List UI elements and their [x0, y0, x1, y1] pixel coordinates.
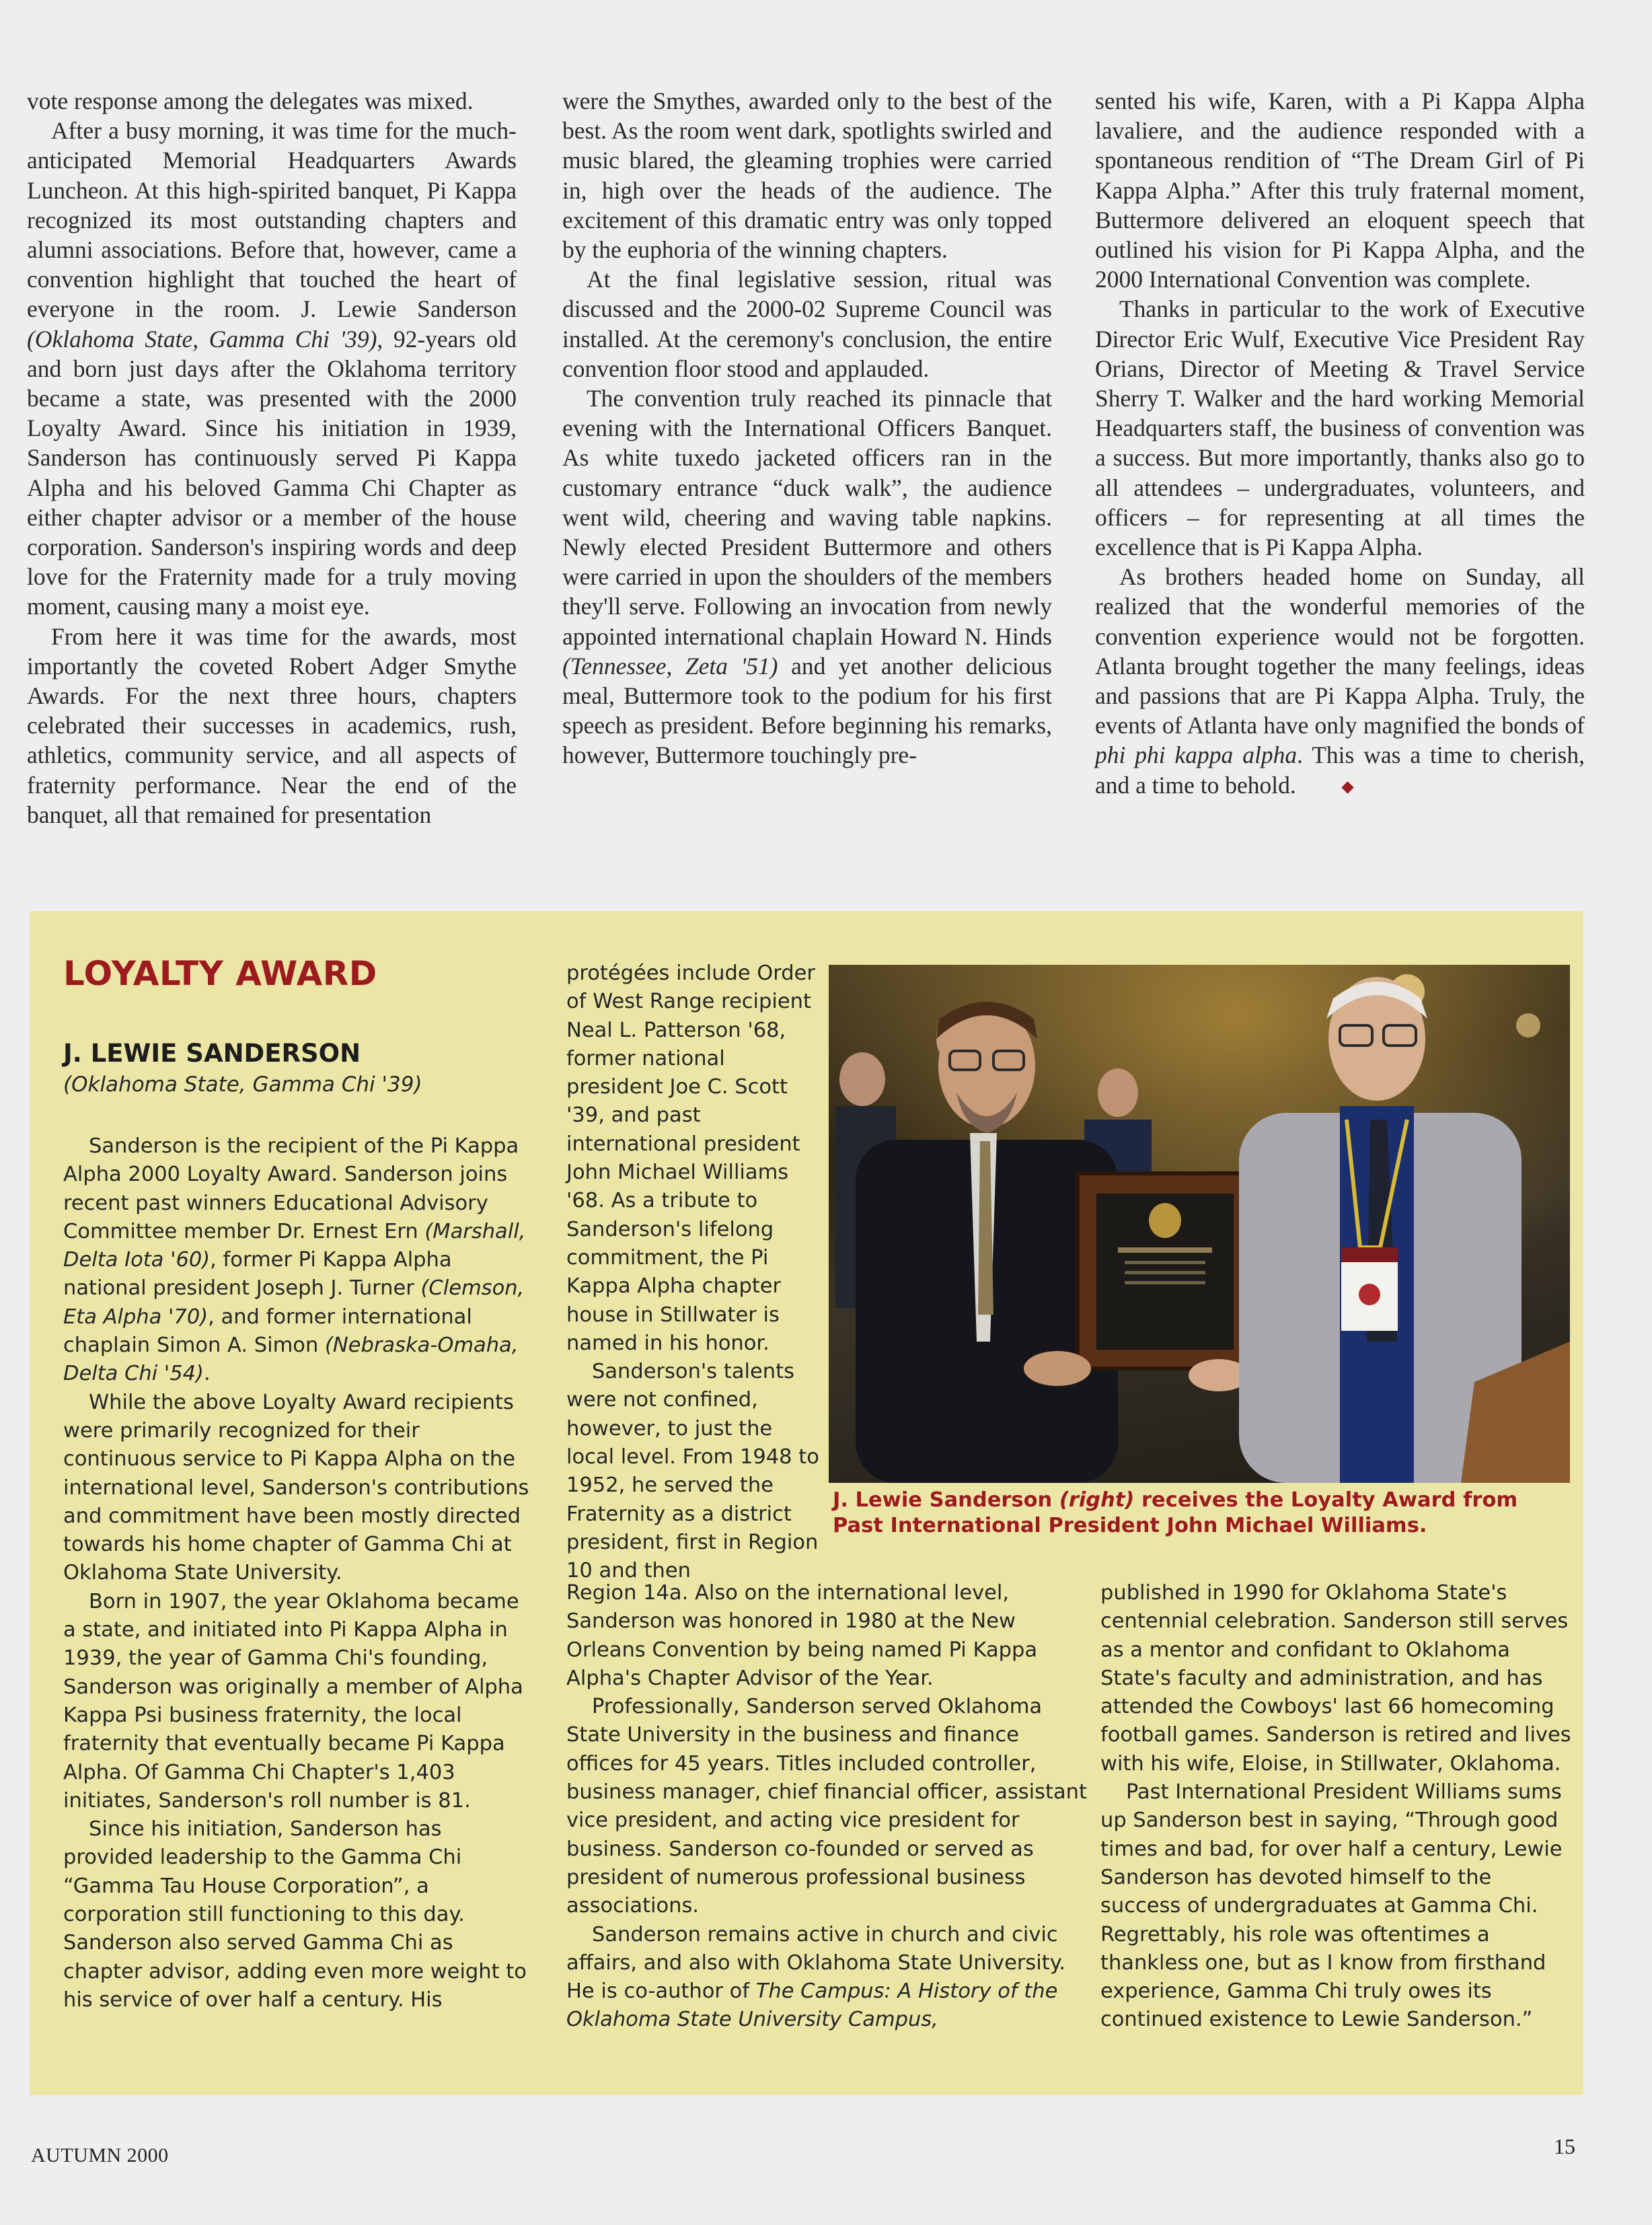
text-run: , 92-years old and born just days after the Oklahoma territory became a state, was presented with the 2000 Loyalty Award. Since his initiation in 1939, Sanderson has continuously served Pi Kappa Alpha and his beloved Gamma Chi Chapter as either chapter advisor or a member of the house corporation. Sanderson's inspiring words and deep love for the Fraternity made for a truly moving moment, causing many a moist eye.: [27, 325, 517, 620]
honoree-name: J. LEWIE SANDERSON: [63, 1039, 361, 1068]
affiliation-italic: (Tennessee, Zeta '51): [562, 652, 778, 680]
text-run: The convention truly reached its pinnacle that evening with the International Officers Banquet. As white tuxedo jacketed officers ran in the customary entrance “duck walk”, the audience went wild, cheering and waving table napkins. Newly elected President Buttermore and others were carried in upon the shoulders of the members they'll serve. Following an invocation from newly appointed international chaplain Howard N. Hinds: [562, 385, 1052, 650]
article-paragraph: [562, 384, 1052, 770]
text-run: . This was a time to cherish, and a time to behold.: [1095, 741, 1585, 799]
end-of-article-diamond-icon: [1341, 781, 1353, 793]
affiliation-italic: (Oklahoma State, Gamma Chi '39): [27, 325, 377, 353]
sidebar-paragraph: Sanderson's talents were not confined, however, to just the local level. From 1948 to 1952, he served the Fraternity as a district president, first in Region 10 and then: [566, 1360, 819, 1583]
sidebar-title: LOYALTY AWARD: [63, 954, 377, 993]
page-number: 15: [1554, 2134, 1575, 2158]
greek-italic: phi phi kappa alpha: [1095, 741, 1298, 769]
sidebar-paragraph: While the above Loyalty Award recipients were primarily recognized for their continuous service to Pi Kappa Alpha on the international level, Sanderson's contributions and commitment have been mostly directed towards his home chapter of Gamma Chi at Oklahoma State University.: [63, 1390, 529, 1585]
sidebar-paragraph: Past International President Williams sums up Sanderson best in saying, “Through good times and bad, for over half a century, Lewie Sanderson has devoted himself to the success of undergraduates at Gamma Chi. Regrettably, his role was oftentimes a thankless one, but as I know from firsthand experience, Gamma Chi truly owes its continued existence to Lewie Sanderson.”: [1100, 1780, 1563, 2032]
sidebar-paragraph: Professionally, Sanderson served Oklahoma State University in the business and finance offices for 45 years. Titles included controller, business manager, chief financial officer, assistant vice president, and acting vice president for business. Sanderson co-founded or served as president of numerous professional business associations.: [566, 1695, 1087, 1918]
caption-italic: (right): [1059, 1488, 1135, 1512]
photo-caption: [833, 1488, 1573, 1539]
article-paragraph: sented his wife, Karen, with a Pi Kappa Alpha lavaliere, and the audience responded with a spontaneous rendition of “The Dream Girl of Pi Kappa Alpha.” After this truly fraternal moment, Buttermore delivered an eloquent speech that outlined his vision for Pi Kappa Alpha, and the 2000 International Convention was complete.: [1095, 87, 1585, 293]
sidebar-paragraph: published in 1990 for Oklahoma State's centennial celebration. Sanderson still serves as a mentor and confidant to Oklahoma State's faculty and administration, and has attended the Cowboys' last 66 homecoming football games. Sanderson is retired and lives with his wife, Eloise, in Stillwater, Oklahoma.: [1100, 1581, 1571, 1776]
book-title-italic: The Campus: A History of the Oklahoma State University Campus,: [566, 1979, 1058, 2032]
sidebar-column-1: [63, 1132, 534, 2014]
article-paragraph: vote response among the delegates was mixed.: [27, 87, 474, 114]
article-column-2: [562, 86, 1052, 770]
article-paragraph: At the final legislative session, ritual was discussed and the 2000-02 Supreme Council was installed. At the ceremony's conclusion, the entire convention floor stood and applauded.: [562, 266, 1052, 382]
photo-illustration: [829, 965, 1570, 1483]
article-paragraph: [1095, 562, 1585, 800]
sidebar-paragraph: protégées include Order of West Range recipient Neal L. Patterson '68, former national president Joe C. Scott '39, and past international president John Michael Williams '68. As a tribute to Sanderson's lifelong commitment, the Pi Kappa Alpha chapter house in Stillwater is named in his honor.: [566, 961, 815, 1355]
affiliation-italic: (Clemson, Eta Alpha '70): [63, 1276, 525, 1329]
sidebar-paragraph: Born in 1907, the year Oklahoma became a state, and initiated into Pi Kappa Alpha in 1939, the year of Gamma Chi's founding, Sanderson was originally a member of Alpha Kappa Psi business fraternity, the local fraternity that eventually became Pi Kappa Alpha. Of Gamma Chi Chapter's 1,403 initiates, Sanderson's roll number is 81.: [63, 1589, 523, 1813]
article-column-3: [1095, 86, 1585, 800]
article-paragraph: Thanks in particular to the work of Executive Director Eric Wulf, Executive Vice President Ray Orians, Director of Meeting & Travel Service Sherry T. Walker and the hard working Memorial Headquarters staff, the business of convention was a success. But more importantly, thanks also go to all attendees – undergraduates, volunteers, and officers – for representing at all times the excellence that is Pi Kappa Alpha.: [1095, 295, 1585, 561]
affiliation-italic: (Nebraska-Omaha, Delta Chi '54): [63, 1334, 519, 1386]
text-run: As brothers headed home on Sunday, all realized that the wonderful memories of the convention experience would not be forgotten. Atlanta brought together the many feelings, ideas and passions that are Pi Kappa Alpha. Truly, the events of Atlanta have only magnified the bonds of: [1095, 563, 1585, 739]
sidebar-column-3: [1100, 1579, 1571, 2035]
text-run: Sanderson remains active in church and civic affairs, and also with Oklahoma State University. He is co-author of: [566, 1922, 1066, 2004]
text-run: , former Pi Kappa Alpha national president Joseph J. Turner: [63, 1248, 452, 1301]
sidebar-paragraph: [566, 1921, 1091, 2035]
issue-footer: AUTUMN 2000: [31, 2144, 169, 2166]
text-run: receives the Loyalty Award from Past International President John Michael Williams.: [833, 1488, 1518, 1537]
sidebar-paragraph: Region 14a. Also on the international level, Sanderson was honored in 1980 at the New Orleans Convention by being named Pi Kappa Alpha's Chapter Advisor of the Year.: [566, 1581, 1038, 1690]
article-column-1: [27, 86, 517, 830]
sidebar-column-2-continued: [566, 1579, 1091, 2035]
sidebar-column-2: [566, 959, 822, 1586]
article-paragraph: From here it was time for the awards, most importantly the coveted Robert Adger Smythe Awards. For the next three hours, chapters celebrated their successes in academics, rush, athletics, community service, and all aspects of fraternity performance. Near the end of the banquet, all that remained for presentation: [27, 622, 517, 828]
text-run: After a busy morning, it was time for the much-anticipated Memorial Headquarters Awards Luncheon. At this high-spirited banquet, Pi Kappa recognized its most outstanding chapters and alumni associations. Before that, however, came a convention highlight that touched the heart of everyone in the room. J. Lewie Sanderson: [27, 117, 517, 323]
sidebar-paragraph: [63, 1132, 534, 1389]
text-run: .: [203, 1362, 211, 1386]
sidebar-paragraph: Since his initiation, Sanderson has provided leadership to the Gamma Chi “Gamma Tau House Corporation”, a corporation still functioning to this day. Sanderson also served Gamma Chi as chapter advisor, adding even more weight to his service of over half a century. His: [63, 1817, 527, 2012]
article-paragraph: were the Smythes, awarded only to the best of the best. As the room went dark, spotlights swirled and music blared, the gleaming trophies were carried in, high over the heads of the audience. The excitement of this dramatic entry was only topped by the euphoria of the winning chapters.: [562, 87, 1052, 264]
text-run: , and former international chaplain Simon A. Simon: [63, 1305, 472, 1358]
award-presentation-photo: [829, 965, 1570, 1483]
honoree-affiliation: (Oklahoma State, Gamma Chi '39): [63, 1072, 422, 1097]
text-run: Sanderson is the recipient of the Pi Kappa Alpha 2000 Loyalty Award. Sanderson joins recent past winners Educational Advisory Committee member Dr. Ernest Ern: [63, 1134, 519, 1243]
affiliation-italic: (Marshall, Delta Iota '60): [63, 1219, 526, 1272]
article-paragraph: [27, 116, 517, 621]
text-run: J. Lewie Sanderson: [833, 1488, 1059, 1512]
loyalty-award-sidebar: [30, 911, 1583, 2095]
text-run: and yet another delicious meal, Buttermore took to the podium for his first speech as president. Before beginning his remarks, however, Buttermore touchingly pre-: [562, 652, 1052, 769]
